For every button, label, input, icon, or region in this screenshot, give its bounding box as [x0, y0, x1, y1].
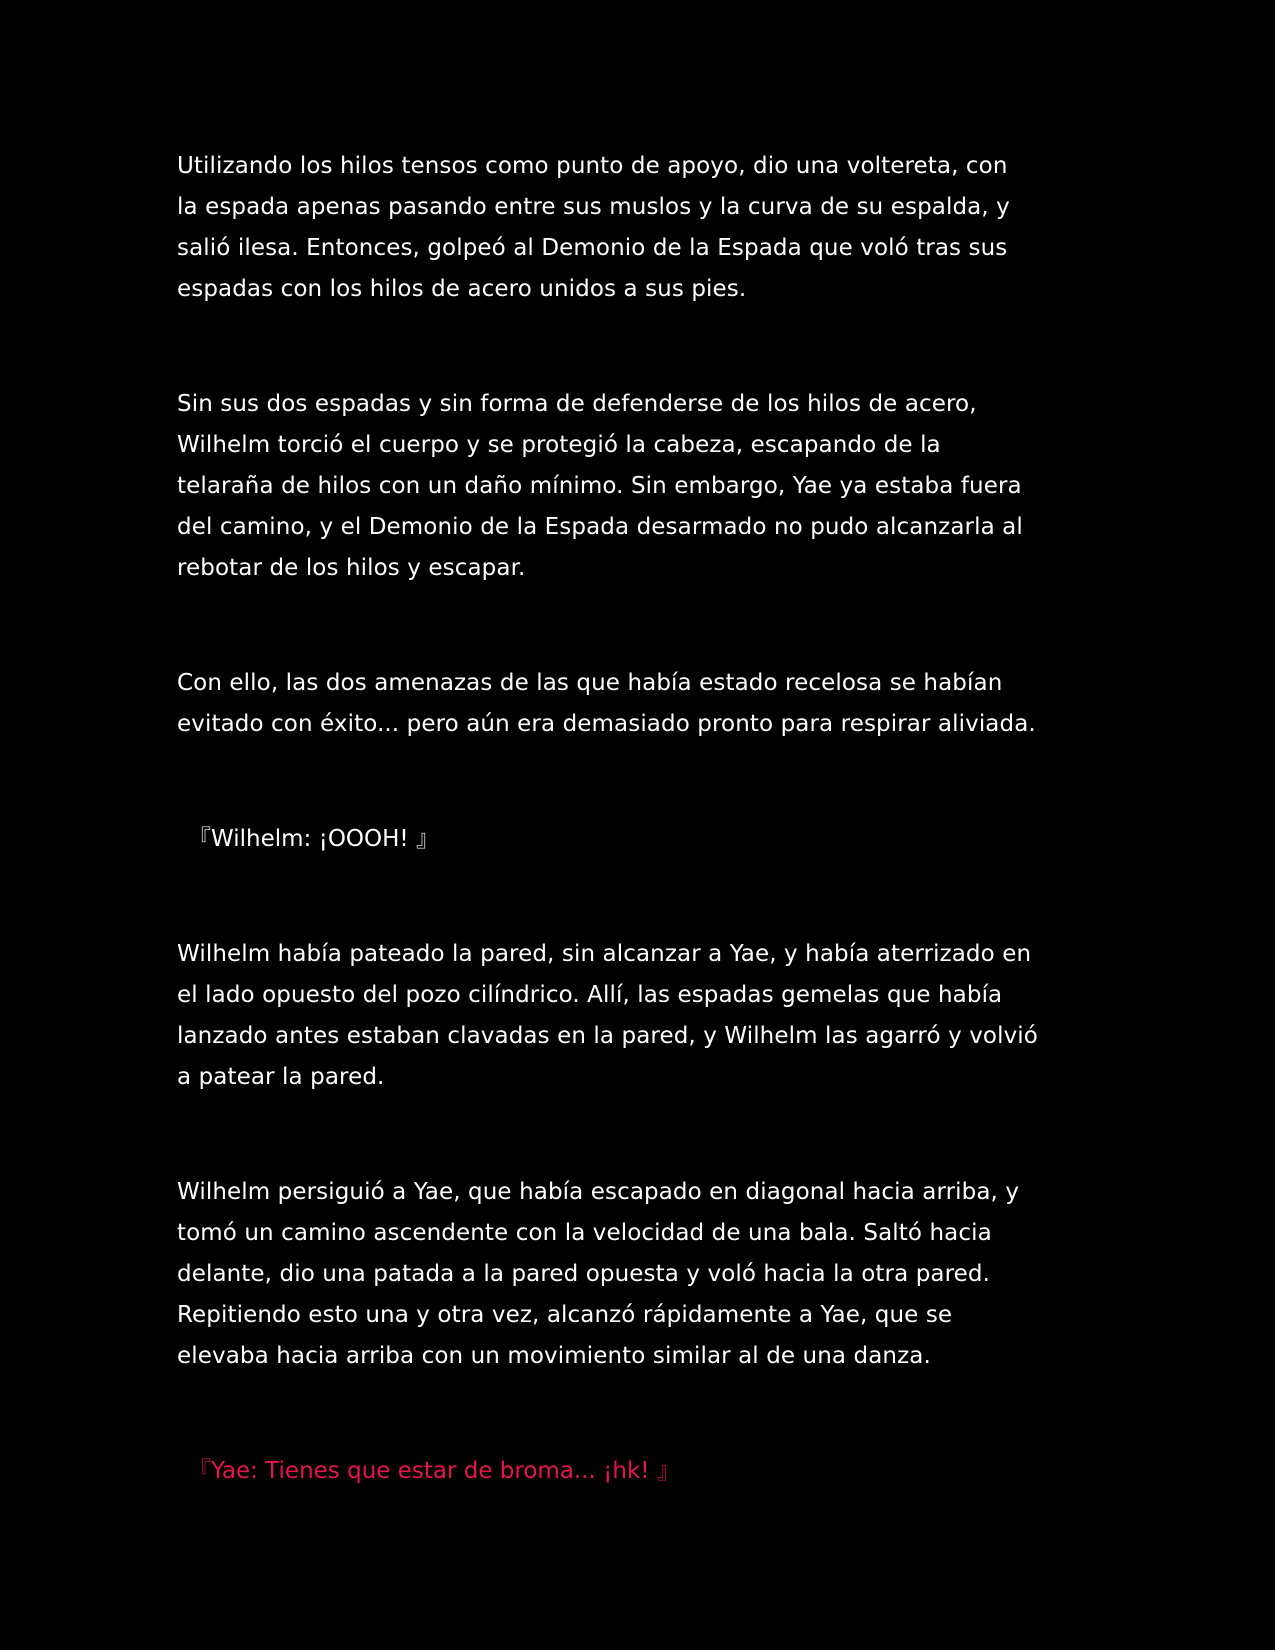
paragraph-3: Con ello, las dos amenazas de las que había estado recelosa se habían evitado con éxito... pero aún era demasiado pronto para respirar aliviada.: [177, 670, 1036, 737]
wilhelm-dialogue: 『Wilhelm: ¡OOOH! 』: [188, 826, 439, 852]
document-body: [177, 146, 1097, 1492]
paragraph-4: Wilhelm había pateado la pared, sin alcanzar a Yae, y había aterrizado en el lado opuesto del pozo cilíndrico. Allí, las espadas gemelas que había lanzado antes estaban clavadas en la pared, y Wilhelm las agarró y volvió a patear la pared.: [177, 941, 1038, 1090]
paragraph-5: Wilhelm persiguió a Yae, que había escapado en diagonal hacia arriba, y tomó un camino ascendente con la velocidad de una bala. Saltó hacia delante, dio una patada a la pared opuesta y voló hacia la otra pared. Repitiendo esto una y otra vez, alcanzó rápidamente a Yae, que se elevaba hacia arriba con un movimiento similar al de una danza.: [177, 1179, 1020, 1369]
yae-dialogue: 『Yae: Tienes que estar de broma... ¡hk! 』: [188, 1458, 680, 1484]
paragraph-2: Sin sus dos espadas y sin forma de defenderse de los hilos de acero, Wilhelm torció el cuerpo y se protegió la cabeza, escapando de la telaraña de hilos con un daño mínimo. Sin embargo, Yae ya estaba fuera del camino, y el Demonio de la Espada desarmado no pudo alcanzarla al rebotar de los hilos y escapar.: [177, 391, 1023, 581]
paragraph-1: Utilizando los hilos tensos como punto de apoyo, dio una voltereta, con la espada apenas pasando entre sus muslos y la curva de su espalda, y salió ilesa. Entonces, golpeó al Demonio de la Espada que voló tras sus espadas con los hilos de acero unidos a sus pies.: [177, 153, 1010, 302]
